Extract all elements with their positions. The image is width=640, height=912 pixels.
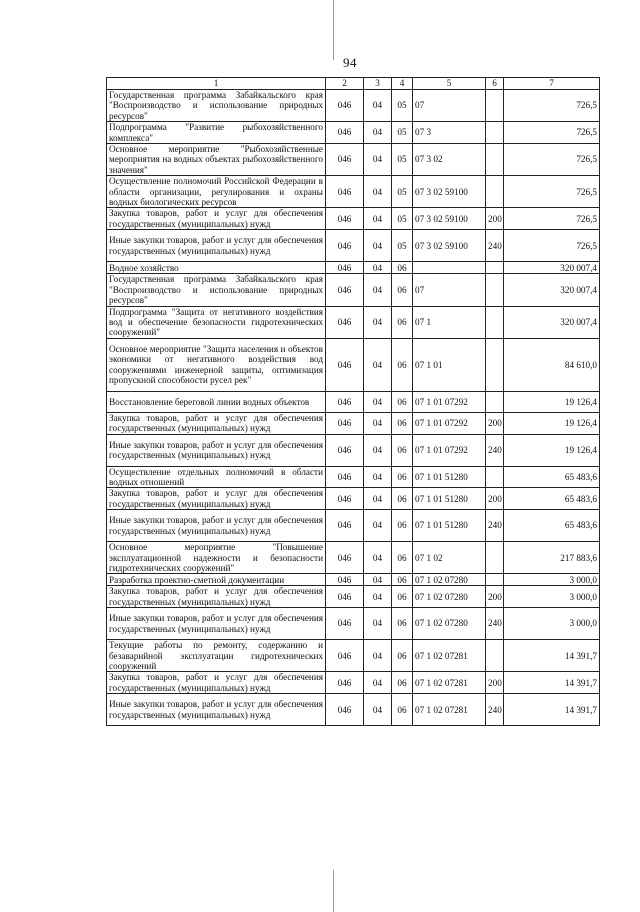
row-target-article-cell: 07 1 02 07280	[413, 574, 486, 586]
row-expense-type-cell	[486, 391, 504, 412]
row-grbs-cell: 046	[326, 640, 364, 672]
scan-fold-line-bottom	[333, 870, 334, 912]
table-row	[107, 230, 600, 262]
row-grbs-cell: 046	[326, 466, 364, 488]
row-amount-cell: 84 610,0	[504, 338, 600, 391]
row-expense-type-cell	[486, 574, 504, 586]
row-grbs-cell: 046	[326, 510, 364, 542]
row-target-article-cell: 07	[413, 90, 486, 122]
row-section-cell: 04	[364, 694, 392, 726]
row-target-article-cell: 07 3 02 59100	[413, 230, 486, 262]
row-name-cell: Государственная программа Забайкальского края "Воспроизводство и использование природных ресурсов"	[107, 90, 326, 122]
table-row	[107, 694, 600, 726]
table-row	[107, 466, 600, 488]
row-amount-cell: 3 000,0	[504, 586, 600, 608]
row-grbs-cell: 046	[326, 338, 364, 391]
budget-table-body	[107, 90, 600, 726]
table-row	[107, 672, 600, 694]
row-target-article-cell	[413, 262, 486, 274]
row-section-cell: 04	[364, 608, 392, 640]
row-expense-type-cell: 240	[486, 510, 504, 542]
row-expense-type-cell: 200	[486, 488, 504, 510]
row-expense-type-cell: 240	[486, 230, 504, 262]
row-grbs-cell: 046	[326, 230, 364, 262]
row-expense-type-cell	[486, 640, 504, 672]
row-grbs-cell: 046	[326, 672, 364, 694]
row-name-cell: Иные закупки товаров, работ и услуг для обеспечения государственных (муниципальных) нужд	[107, 510, 326, 542]
header-cell: 6	[486, 78, 504, 90]
row-name-cell: Иные закупки товаров, работ и услуг для обеспечения государственных (муниципальных) нужд	[107, 230, 326, 262]
row-target-article-cell: 07 1 02 07280	[413, 586, 486, 608]
table-row	[107, 412, 600, 434]
row-amount-cell: 726,5	[504, 122, 600, 144]
row-expense-type-cell: 240	[486, 608, 504, 640]
header-row	[107, 78, 600, 90]
row-target-article-cell: 07 3 02	[413, 144, 486, 176]
table-row	[107, 608, 600, 640]
row-section-cell: 04	[364, 208, 392, 230]
row-target-article-cell: 07 1 02 07280	[413, 608, 486, 640]
row-expense-type-cell	[486, 274, 504, 306]
row-grbs-cell: 046	[326, 694, 364, 726]
row-amount-cell: 14 391,7	[504, 694, 600, 726]
row-subsection-cell: 06	[392, 640, 413, 672]
row-amount-cell: 726,5	[504, 208, 600, 230]
row-target-article-cell: 07 1 02 07281	[413, 672, 486, 694]
row-subsection-cell: 06	[392, 586, 413, 608]
table-row	[107, 434, 600, 466]
table-row	[107, 90, 600, 122]
row-amount-cell: 320 007,4	[504, 306, 600, 338]
row-grbs-cell: 046	[326, 586, 364, 608]
header-cell: 2	[326, 78, 364, 90]
row-target-article-cell: 07 3 02 59100	[413, 176, 486, 208]
row-expense-type-cell	[486, 90, 504, 122]
row-subsection-cell: 06	[392, 608, 413, 640]
row-name-cell: Закупка товаров, работ и услуг для обеспечения государственных (муниципальных) нужд	[107, 488, 326, 510]
row-grbs-cell: 046	[326, 176, 364, 208]
row-target-article-cell: 07 1 01 51280	[413, 488, 486, 510]
row-section-cell: 04	[364, 391, 392, 412]
row-name-cell: Закупка товаров, работ и услуг для обеспечения государственных (муниципальных) нужд	[107, 412, 326, 434]
row-subsection-cell: 06	[392, 672, 413, 694]
row-section-cell: 04	[364, 466, 392, 488]
row-expense-type-cell: 200	[486, 586, 504, 608]
table-row	[107, 586, 600, 608]
row-name-cell: Осуществление полномочий Российской Федерации в области организации, регулирования и охраны водных биологических ресурсов	[107, 176, 326, 208]
row-name-cell: Основное мероприятие "Рыбохозяйственные мероприятия на водных объектах рыбохозяйственного значения"	[107, 144, 326, 176]
row-subsection-cell: 06	[392, 274, 413, 306]
row-grbs-cell: 046	[326, 608, 364, 640]
row-amount-cell: 65 483,6	[504, 510, 600, 542]
row-name-cell: Разработка проектно-сметной документации	[107, 574, 326, 586]
row-amount-cell: 65 483,6	[504, 466, 600, 488]
row-section-cell: 04	[364, 672, 392, 694]
row-subsection-cell: 06	[392, 574, 413, 586]
row-section-cell: 04	[364, 306, 392, 338]
row-grbs-cell: 046	[326, 144, 364, 176]
page-number: 94	[343, 55, 357, 70]
row-amount-cell: 19 126,4	[504, 391, 600, 412]
row-expense-type-cell: 200	[486, 412, 504, 434]
row-section-cell: 04	[364, 262, 392, 274]
row-target-article-cell: 07 1 01 51280	[413, 510, 486, 542]
row-subsection-cell: 06	[392, 306, 413, 338]
row-target-article-cell: 07 1	[413, 306, 486, 338]
row-grbs-cell: 046	[326, 391, 364, 412]
row-section-cell: 04	[364, 586, 392, 608]
row-amount-cell: 3 000,0	[504, 608, 600, 640]
row-amount-cell: 3 000,0	[504, 574, 600, 586]
row-amount-cell: 320 007,4	[504, 274, 600, 306]
row-target-article-cell: 07 1 02 07281	[413, 694, 486, 726]
row-grbs-cell: 046	[326, 488, 364, 510]
table-row	[107, 488, 600, 510]
row-section-cell: 04	[364, 434, 392, 466]
table-row	[107, 144, 600, 176]
row-name-cell: Подпрограмма "Защита от негативного воздействия вод и обеспечение безопасности гидротехнических сооружений"	[107, 306, 326, 338]
table-row	[107, 338, 600, 391]
row-target-article-cell: 07 3	[413, 122, 486, 144]
row-subsection-cell: 05	[392, 122, 413, 144]
row-expense-type-cell	[486, 262, 504, 274]
row-target-article-cell: 07 1 02 07281	[413, 640, 486, 672]
row-section-cell: 04	[364, 90, 392, 122]
row-subsection-cell: 06	[392, 542, 413, 574]
scan-fold-line-top	[333, 0, 334, 60]
row-grbs-cell: 046	[326, 122, 364, 144]
row-grbs-cell: 046	[326, 434, 364, 466]
row-grbs-cell: 046	[326, 542, 364, 574]
row-grbs-cell: 046	[326, 208, 364, 230]
row-expense-type-cell	[486, 466, 504, 488]
table-row	[107, 122, 600, 144]
table-row	[107, 640, 600, 672]
row-name-cell: Иные закупки товаров, работ и услуг для обеспечения государственных (муниципальных) нужд	[107, 694, 326, 726]
row-amount-cell: 14 391,7	[504, 640, 600, 672]
row-section-cell: 04	[364, 574, 392, 586]
row-expense-type-cell	[486, 338, 504, 391]
row-name-cell: Текущие работы по ремонту, содержанию и безаварийной эксплуатации гидротехнических сооружений	[107, 640, 326, 672]
row-target-article-cell: 07 1 01 07292	[413, 412, 486, 434]
row-name-cell: Иные закупки товаров, работ и услуг для обеспечения государственных (муниципальных) нужд	[107, 434, 326, 466]
row-target-article-cell: 07 1 01 07292	[413, 391, 486, 412]
table-row	[107, 274, 600, 306]
row-subsection-cell: 05	[392, 230, 413, 262]
row-grbs-cell: 046	[326, 274, 364, 306]
header-cell: 7	[504, 78, 600, 90]
row-expense-type-cell	[486, 306, 504, 338]
row-subsection-cell: 06	[392, 262, 413, 274]
row-section-cell: 04	[364, 144, 392, 176]
row-expense-type-cell: 240	[486, 434, 504, 466]
row-expense-type-cell: 200	[486, 208, 504, 230]
table-row	[107, 574, 600, 586]
row-section-cell: 04	[364, 338, 392, 391]
row-amount-cell: 726,5	[504, 90, 600, 122]
table-row	[107, 262, 600, 274]
row-subsection-cell: 06	[392, 338, 413, 391]
row-name-cell: Основное мероприятие "Защита населения и объектов экономики от негативного воздействия вод сооружениями инженерной защиты, оптимизация пропускной способности русел рек"	[107, 338, 326, 391]
row-expense-type-cell: 200	[486, 672, 504, 694]
row-amount-cell: 726,5	[504, 144, 600, 176]
row-name-cell: Закупка товаров, работ и услуг для обеспечения государственных (муниципальных) нужд	[107, 672, 326, 694]
row-section-cell: 04	[364, 230, 392, 262]
row-amount-cell: 217 883,6	[504, 542, 600, 574]
row-name-cell: Закупка товаров, работ и услуг для обеспечения государственных (муниципальных) нужд	[107, 586, 326, 608]
row-subsection-cell: 06	[392, 412, 413, 434]
row-expense-type-cell: 240	[486, 694, 504, 726]
row-amount-cell: 65 483,6	[504, 488, 600, 510]
row-name-cell: Подпрограмма "Развитие рыбохозяйственного комплекса"	[107, 122, 326, 144]
row-subsection-cell: 06	[392, 466, 413, 488]
budget-table	[106, 77, 600, 726]
row-grbs-cell: 046	[326, 412, 364, 434]
row-target-article-cell: 07 1 02	[413, 542, 486, 574]
header-cell: 5	[413, 78, 486, 90]
row-subsection-cell: 05	[392, 176, 413, 208]
row-grbs-cell: 046	[326, 574, 364, 586]
row-target-article-cell: 07 1 01 07292	[413, 434, 486, 466]
table-row	[107, 542, 600, 574]
row-expense-type-cell	[486, 176, 504, 208]
table-row	[107, 176, 600, 208]
row-name-cell: Закупка товаров, работ и услуг для обеспечения государственных (муниципальных) нужд	[107, 208, 326, 230]
row-subsection-cell: 06	[392, 488, 413, 510]
row-expense-type-cell	[486, 542, 504, 574]
row-subsection-cell: 06	[392, 510, 413, 542]
row-target-article-cell: 07 1 01 51280	[413, 466, 486, 488]
row-name-cell: Государственная программа Забайкальского края "Воспроизводство и использование природных ресурсов"	[107, 274, 326, 306]
row-amount-cell: 320 007,4	[504, 262, 600, 274]
row-grbs-cell: 046	[326, 262, 364, 274]
row-name-cell: Иные закупки товаров, работ и услуг для обеспечения государственных (муниципальных) нужд	[107, 608, 326, 640]
row-amount-cell: 14 391,7	[504, 672, 600, 694]
row-subsection-cell: 05	[392, 208, 413, 230]
row-subsection-cell: 05	[392, 90, 413, 122]
row-section-cell: 04	[364, 176, 392, 208]
row-section-cell: 04	[364, 122, 392, 144]
row-subsection-cell: 06	[392, 434, 413, 466]
row-section-cell: 04	[364, 274, 392, 306]
row-amount-cell: 726,5	[504, 230, 600, 262]
row-amount-cell: 726,5	[504, 176, 600, 208]
row-grbs-cell: 046	[326, 90, 364, 122]
row-grbs-cell: 046	[326, 306, 364, 338]
header-cell: 4	[392, 78, 413, 90]
row-section-cell: 04	[364, 488, 392, 510]
row-target-article-cell: 07 1 01	[413, 338, 486, 391]
row-section-cell: 04	[364, 542, 392, 574]
row-name-cell: Водное хозяйство	[107, 262, 326, 274]
row-section-cell: 04	[364, 510, 392, 542]
row-name-cell: Осуществление отдельных полномочий в области водных отношений	[107, 466, 326, 488]
header-cell: 1	[107, 78, 326, 90]
table-row	[107, 391, 600, 412]
row-target-article-cell: 07	[413, 274, 486, 306]
row-amount-cell: 19 126,4	[504, 412, 600, 434]
row-name-cell: Восстановление береговой линии водных объектов	[107, 391, 326, 412]
header-cell: 3	[364, 78, 392, 90]
row-expense-type-cell	[486, 122, 504, 144]
row-section-cell: 04	[364, 412, 392, 434]
row-subsection-cell: 06	[392, 391, 413, 412]
row-expense-type-cell	[486, 144, 504, 176]
table-row	[107, 510, 600, 542]
table-row	[107, 208, 600, 230]
row-subsection-cell: 06	[392, 694, 413, 726]
row-subsection-cell: 05	[392, 144, 413, 176]
row-target-article-cell: 07 3 02 59100	[413, 208, 486, 230]
row-section-cell: 04	[364, 640, 392, 672]
row-name-cell: Основное мероприятие "Повышение эксплуатационной надежности и безопасности гидротехнических сооружений"	[107, 542, 326, 574]
row-amount-cell: 19 126,4	[504, 434, 600, 466]
table-row	[107, 306, 600, 338]
